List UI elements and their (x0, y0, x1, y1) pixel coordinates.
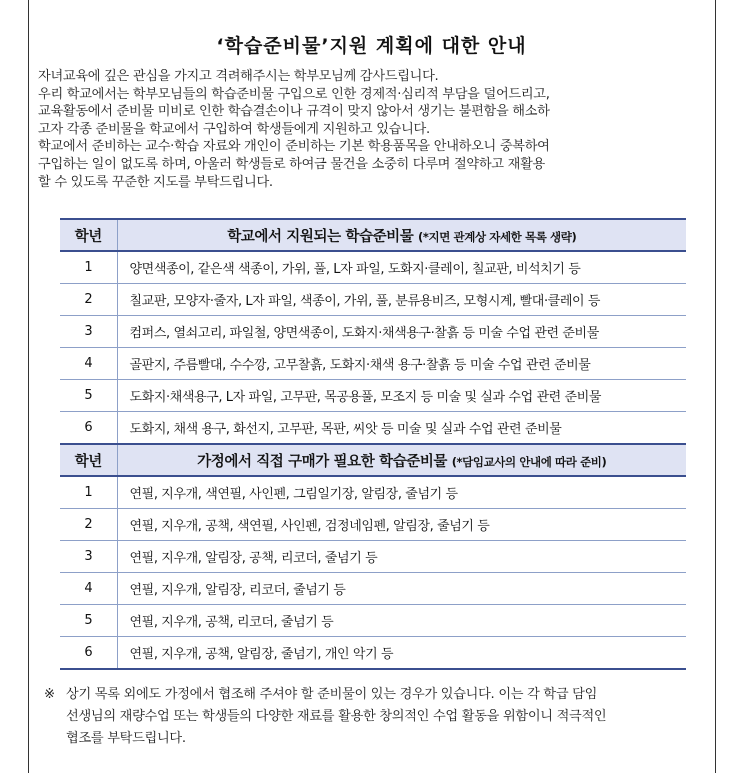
grade-cell: 6 (60, 637, 117, 670)
home-supplies-title: 가정에서 직접 구매가 필요한 학습준비물 (197, 453, 448, 470)
items-cell: 골판지, 주름빨대, 수수깡, 고무찰흙, 도화지·채색 용구·찰흙 등 미술 수업 관련 준비물 (117, 348, 686, 380)
table-row (60, 509, 686, 541)
intro-line: 교육활동에서 준비물 미비로 인한 학습결손이나 규격이 맞지 않아서 생기는 불편함을 해소하 (38, 104, 550, 120)
footnote-body (66, 684, 704, 750)
grade-cell: 4 (60, 348, 117, 380)
footnote-line: 선생님의 재량수업 또는 학생들의 다양한 재료를 활용한 창의적인 수업 활동을 위함이니 적극적인 (66, 709, 607, 724)
table-row (60, 412, 686, 445)
footnote (44, 684, 704, 750)
items-cell: 양면색종이, 같은색 색종이, 가위, 풀, L자 파일, 도화지·클레이, 칠교판, 비석치기 등 (117, 251, 686, 284)
document-title: ‘학습준비물’지원 계획에 대한 안내 (216, 34, 527, 57)
table-row (60, 637, 686, 670)
intro-line: 학교에서 준비하는 교수·학습 자료와 개인이 준비하는 기본 학용품목을 안내하오니 중복하여 (38, 139, 550, 155)
items-cell: 도화지, 채색 용구, 화선지, 고무판, 목판, 씨앗 등 미술 및 실과 수업 관련 준비물 (117, 412, 686, 445)
grade-cell: 5 (60, 605, 117, 637)
grade-cell: 2 (60, 509, 117, 541)
table-row (60, 380, 686, 412)
items-cell: 컴퍼스, 열쇠고리, 파일철, 양면색종이, 도화지·채색용구·찰흙 등 미술 수업 관련 준비물 (117, 316, 686, 348)
items-cell: 연필, 지우개, 공책, 알림장, 줄넘기, 개인 악기 등 (117, 637, 686, 670)
items-cell: 연필, 지우개, 알림장, 공책, 리코더, 줄넘기 등 (117, 541, 686, 573)
items-cell: 연필, 지우개, 색연필, 사인펜, 그림일기장, 알림장, 줄넘기 등 (117, 476, 686, 509)
school-supplies-title: 학교에서 지원되는 학습준비물 (227, 228, 414, 245)
intro-line: 할 수 있도록 꾸준한 지도를 부탁드립니다. (38, 174, 273, 190)
footnote-line: 협조를 부탁드립니다. (66, 731, 186, 746)
table-row (60, 541, 686, 573)
grade-cell: 3 (60, 541, 117, 573)
footnote-line: 상기 목록 외에도 가정에서 협조해 주셔야 할 준비물이 있는 경우가 있습니다. 이는 각 학급 담임 (66, 687, 598, 702)
table-row (60, 251, 686, 284)
school-supplies-header (117, 219, 686, 251)
school-supplies-note: (*지면 관계상 자세한 목록 생략) (418, 229, 577, 244)
items-cell: 칠교판, 모양자·줄자, L자 파일, 색종이, 가위, 풀, 분류용비즈, 모형시계, 빨대·클레이 등 (117, 284, 686, 316)
grade-cell: 2 (60, 284, 117, 316)
grade-cell: 4 (60, 573, 117, 605)
intro-line: 우리 학교에서는 학부모님들의 학습준비물 구입으로 인한 경제적·심리적 부담을 덜어드리고, (38, 86, 550, 102)
table-row (60, 316, 686, 348)
table-row (60, 348, 686, 380)
grade-column-header: 학년 (60, 444, 117, 476)
grade-cell: 6 (60, 412, 117, 445)
intro-paragraph (38, 68, 718, 191)
intro-line: 고자 각종 준비물을 학교에서 구입하여 학생들에게 지원하고 있습니다. (38, 121, 430, 137)
table-row (60, 284, 686, 316)
table-row (60, 476, 686, 509)
grade-cell: 5 (60, 380, 117, 412)
items-cell: 연필, 지우개, 알림장, 리코더, 줄넘기 등 (117, 573, 686, 605)
grade-cell: 1 (60, 251, 117, 284)
items-cell: 연필, 지우개, 공책, 리코더, 줄넘기 등 (117, 605, 686, 637)
items-cell: 연필, 지우개, 공책, 색연필, 사인펜, 검정네임펜, 알림장, 줄넘기 등 (117, 509, 686, 541)
home-supplies-note: (*담임교사의 안내에 따라 준비) (451, 454, 607, 469)
reference-mark: ※ (44, 687, 55, 702)
grade-column-header: 학년 (60, 219, 117, 251)
home-supplies-header (117, 444, 686, 476)
grade-cell: 1 (60, 476, 117, 509)
intro-line: 자녀교육에 깊은 관심을 가지고 격려해주시는 학부모님께 감사드립니다. (38, 69, 439, 84)
grade-cell: 3 (60, 316, 117, 348)
items-cell: 도화지·채색용구, L자 파일, 고무판, 목공용풀, 모조지 등 미술 및 실과 수업 관련 준비물 (117, 380, 686, 412)
supplies-table (60, 218, 686, 670)
table-row (60, 573, 686, 605)
table-row (60, 605, 686, 637)
home-section-header (60, 444, 686, 476)
school-section-header (60, 219, 686, 251)
intro-line: 구입하는 일이 없도록 하며, 아울러 학생들로 하여금 물건을 소중히 다루며 절약하고 재활용 (38, 156, 545, 172)
